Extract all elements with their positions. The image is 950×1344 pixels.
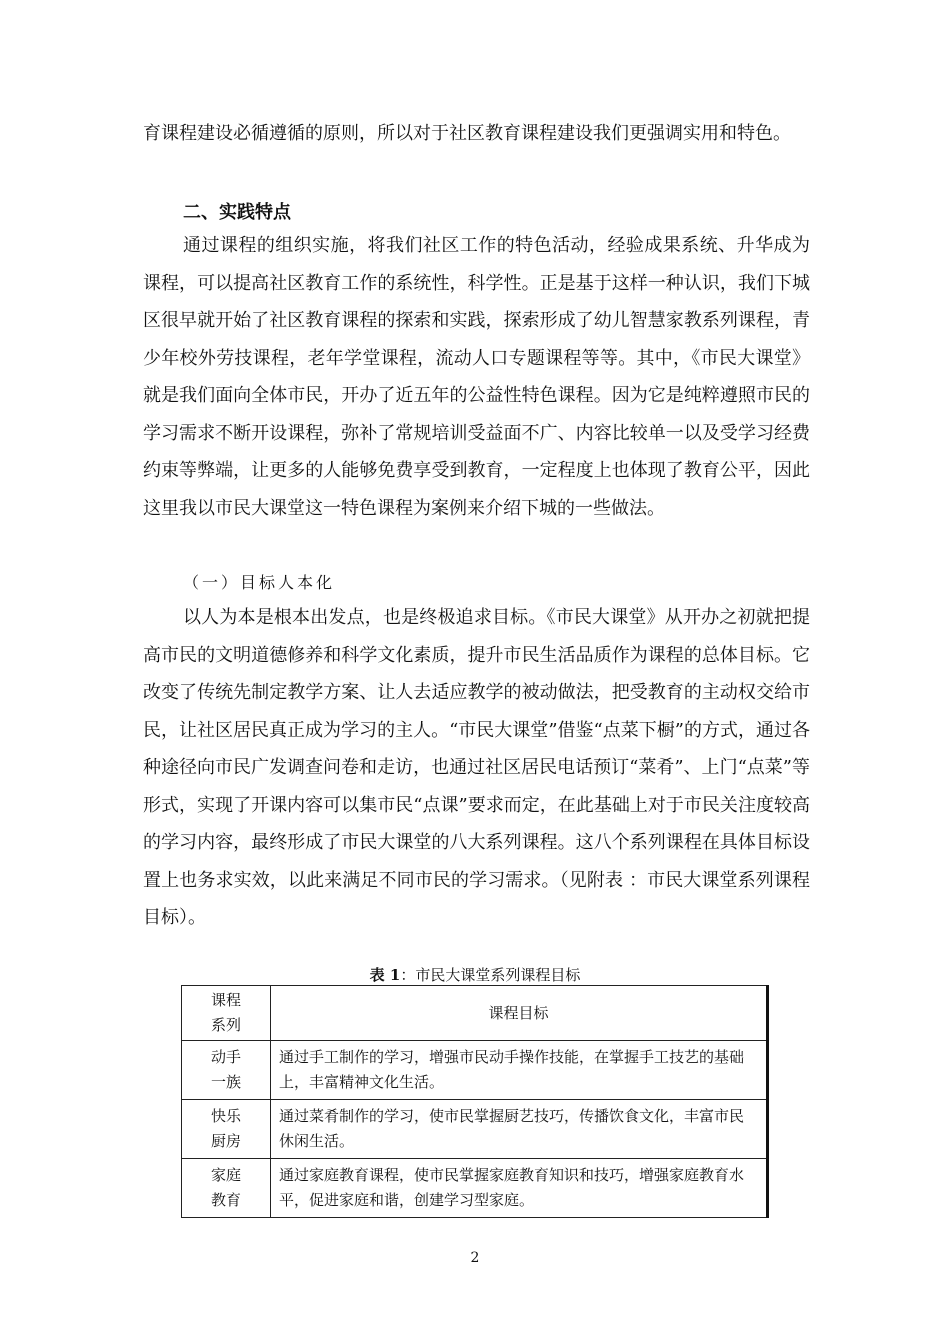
row-goal: 通过菜肴制作的学习，使市民掌握厨艺技巧，传播饮食文化，丰富市民休闲生活。 — [271, 1100, 768, 1159]
row-series: 快乐 厨房 — [182, 1100, 271, 1159]
table-caption-label: 表 1 — [369, 966, 401, 984]
header-series: 课程 系列 — [182, 986, 271, 1041]
subsection-heading: （一）目标人本化 — [183, 573, 336, 592]
table-row — [182, 1100, 768, 1159]
row-goal: 通过家庭教育课程，使市民掌握家庭教育知识和技巧，增强家庭教育水平，促进家庭和谐，创建学习型家庭。 — [271, 1159, 768, 1218]
table-caption-text: ：市民大课堂系列课程目标 — [400, 966, 581, 984]
header-goal: 课程目标 — [271, 986, 768, 1041]
page-number: 2 — [470, 1250, 480, 1266]
table-row — [182, 1159, 768, 1218]
table-caption — [0, 964, 950, 985]
course-goals-table — [181, 985, 769, 1218]
section-heading: 二、实践特点 — [183, 202, 291, 223]
paragraph-continuation: 育课程建设必循遵循的原则，所以对于社区教育课程建设我们更强调实用和特色。 — [143, 123, 791, 144]
paragraph-goal: 以人为本是根本出发点，也是终极追求目标。《市民大课堂》从开办之初就把提高市民的文明道德修养和科学文化素质，提升市民生活品质作为课程的总体目标。它改变了传统先制定教学方案、让人去适应教学的被动做法，把受教育的主动权交给市民，让社区居民真正成为学习的主人。“市民大课堂”借鉴“点菜下橱”的方式，通过各种途径向市民广发调查问卷和走访，也通过社区居民电话预订“菜肴”、上门“点菜”等形式，实现了开课内容可以集市民“点课”要求而定，在此基础上对于市民关注度较高的学习内容，最终形成了市民大课堂的八大系列课程。这八个系列课程在具体目标设置上也务求实效，以此来满足不同市民的学习需求。（见附表 ：市民大课堂系列课程目标）。 — [143, 607, 810, 928]
row-goal: 通过手工制作的学习，增强市民动手操作技能，在掌握手工技艺的基础上，丰富精神文化生活。 — [271, 1041, 768, 1100]
paragraph-practice: 通过课程的组织实施，将我们社区工作的特色活动，经验成果系统、升华成为课程，可以提高社区教育工作的系统性，科学性。正是基于这样一种认识，我们下城区很早就开始了社区教育课程的探索和实践，探索形成了幼儿智慧家教系列课程，青少年校外劳技课程，老年学堂课程，流动人口专题课程等等。其中，《市民大课堂》就是我们面向全体市民，开办了近五年的公益性特色课程。因为它是纯粹遵照市民的学习需求不断开设课程，弥补了常规培训受益面不广、内容比较单一以及受学习经费约束等弊端，让更多的人能够免费享受到教育，一定程度上也体现了教育公平，因此这里我以市民大课堂这一特色课程为案例来介绍下城的一些做法。 — [143, 235, 810, 519]
row-series: 动手 一族 — [182, 1041, 271, 1100]
table-row — [182, 1041, 768, 1100]
row-series: 家庭 教育 — [182, 1159, 271, 1218]
table-header-row — [182, 986, 768, 1041]
